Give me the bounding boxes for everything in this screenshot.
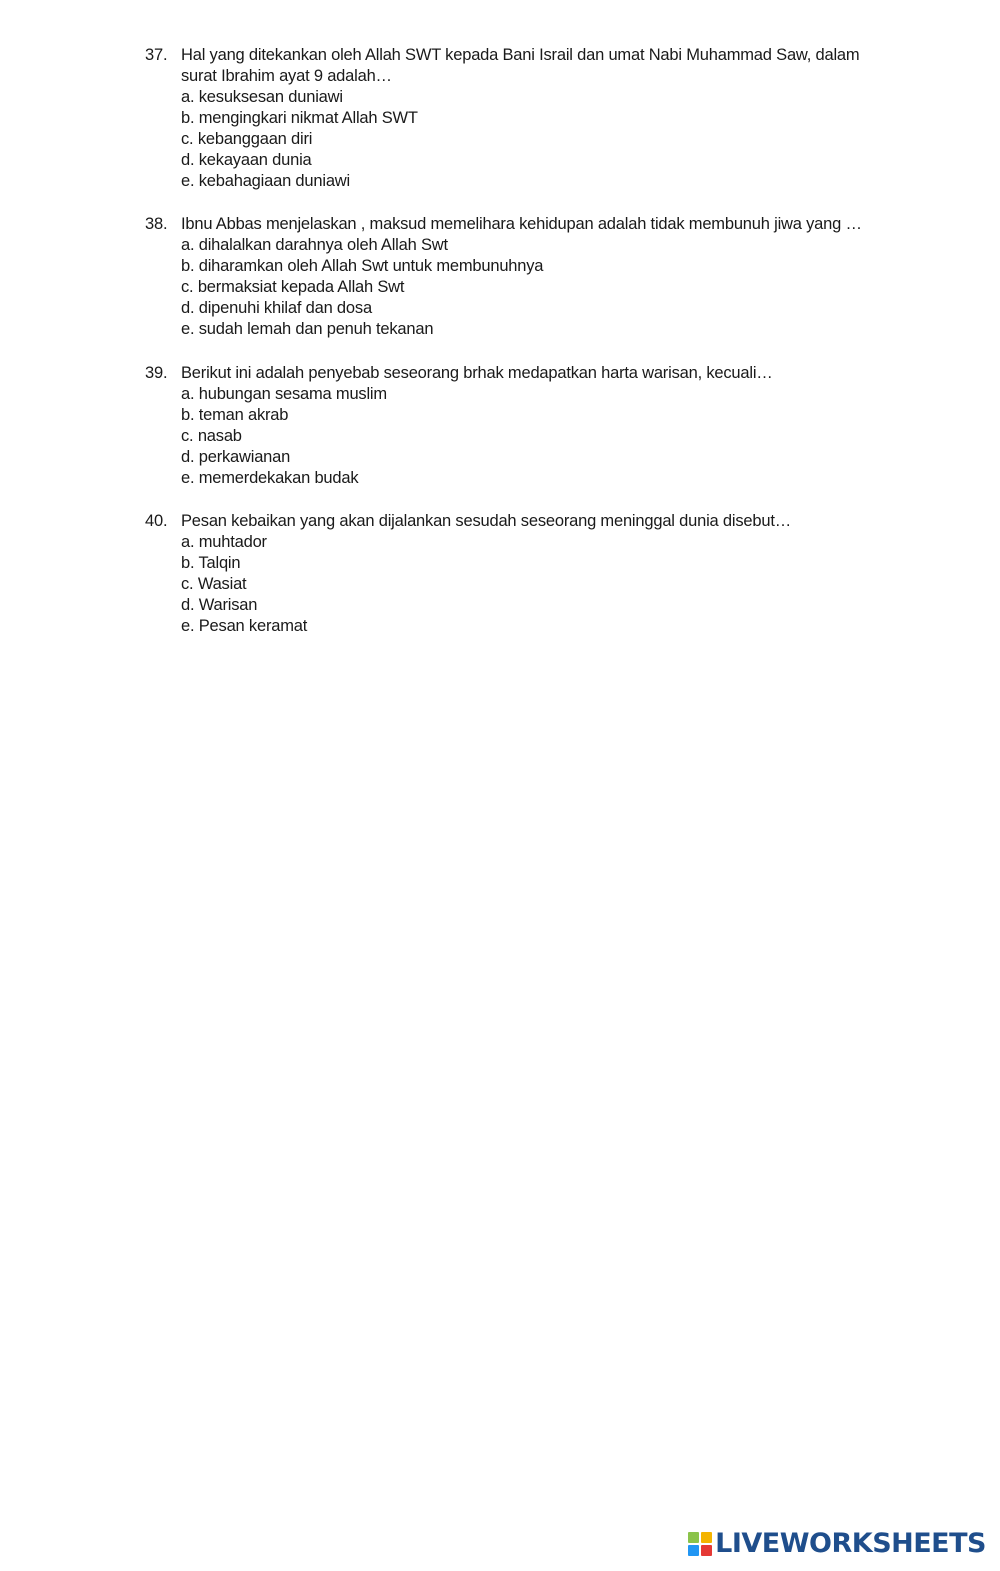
option-b[interactable]: b. mengingkari nikmat Allah SWT bbox=[181, 109, 418, 127]
question-40 bbox=[145, 511, 875, 637]
question-number: 38. bbox=[145, 215, 168, 233]
option-d[interactable]: d. kekayaan dunia bbox=[181, 151, 312, 169]
question-39 bbox=[145, 363, 875, 489]
option-c[interactable]: c. kebanggaan diri bbox=[181, 130, 313, 148]
liveworksheets-mark-icon bbox=[688, 1532, 712, 1556]
option-c[interactable]: c. bermaksiat kepada Allah Swt bbox=[181, 278, 405, 296]
question-text: Pesan kebaikan yang akan dijalankan sesudah seseorang meninggal dunia disebut… bbox=[181, 512, 792, 530]
options-list bbox=[145, 87, 875, 192]
question-text: Hal yang ditekankan oleh Allah SWT kepada Bani Israil dan umat Nabi Muhammad Saw, dalam surat Ibrahim ayat 9 adalah… bbox=[181, 46, 860, 85]
option-d[interactable]: d. perkawianan bbox=[181, 448, 291, 466]
option-e[interactable]: e. memerdekakan budak bbox=[181, 469, 359, 487]
option-a[interactable]: a. dihalalkan darahnya oleh Allah Swt bbox=[181, 236, 448, 254]
option-e[interactable]: e. kebahagiaan duniawi bbox=[181, 172, 350, 190]
option-a[interactable]: a. kesuksesan duniawi bbox=[181, 88, 343, 106]
question-text: Berikut ini adalah penyebab seseorang brhak medapatkan harta warisan, kecuali… bbox=[181, 364, 773, 382]
question-38 bbox=[145, 214, 875, 340]
question-text: Ibnu Abbas menjelaskan , maksud memelihara kehidupan adalah tidak membunuh jiwa yang … bbox=[181, 215, 862, 233]
option-a[interactable]: a. hubungan sesama muslim bbox=[181, 385, 387, 403]
option-c[interactable]: c. nasab bbox=[181, 427, 242, 445]
option-a[interactable]: a. muhtador bbox=[181, 533, 267, 551]
question-number: 40. bbox=[145, 512, 168, 530]
option-b[interactable]: b. Talqin bbox=[181, 554, 241, 572]
question-stem bbox=[145, 45, 875, 87]
question-stem bbox=[145, 511, 875, 532]
question-stem bbox=[145, 363, 875, 384]
option-b[interactable]: b. teman akrab bbox=[181, 406, 289, 424]
option-c[interactable]: c. Wasiat bbox=[181, 575, 247, 593]
option-e[interactable]: e. Pesan keramat bbox=[181, 617, 308, 635]
question-number: 37. bbox=[145, 46, 168, 64]
logo-text: LIVEWORKSHEETS bbox=[715, 1528, 986, 1559]
option-d[interactable]: d. Warisan bbox=[181, 596, 258, 614]
liveworksheets-logo bbox=[688, 1529, 986, 1559]
options-list bbox=[145, 384, 875, 489]
question-number: 39. bbox=[145, 364, 168, 382]
option-b[interactable]: b. diharamkan oleh Allah Swt untuk membunuhnya bbox=[181, 257, 544, 275]
option-d[interactable]: d. dipenuhi khilaf dan dosa bbox=[181, 299, 372, 317]
options-list bbox=[145, 532, 875, 637]
question-stem bbox=[145, 214, 875, 235]
options-list bbox=[145, 235, 875, 340]
question-37 bbox=[145, 45, 875, 192]
option-e[interactable]: e. sudah lemah dan penuh tekanan bbox=[181, 320, 434, 338]
